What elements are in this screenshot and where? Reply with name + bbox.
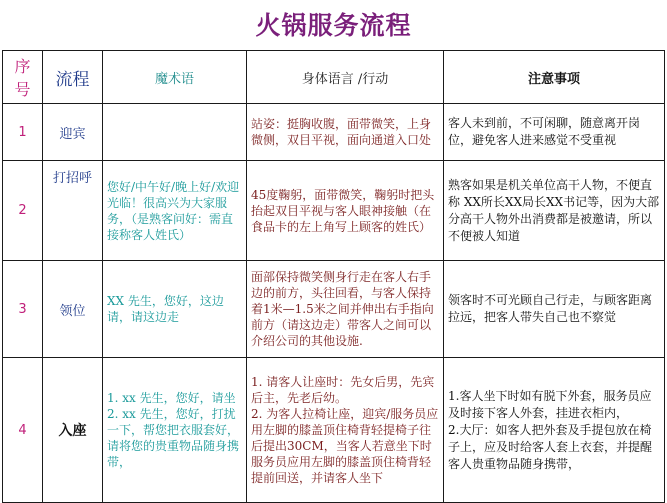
header-num: 序号 — [3, 51, 43, 104]
row-magic-words — [103, 104, 247, 161]
row-notes: 领客时不可光顾自己行走，与顾客距离拉远，把客人带失自己也不察觉 — [444, 261, 665, 358]
table-row — [3, 261, 665, 358]
row-flow: 入座 — [43, 358, 103, 503]
row-num: 1 — [3, 104, 43, 161]
row-notes: 1.客人坐下时如有脱下外套，服务员应及时接下客人外套，挂进衣柜内， 2.大厅：如客人把外套及手提包放在椅子上，应及时给客人套上衣套，并提醒客人贵重物品随身携带， — [444, 358, 665, 503]
row-num: 3 — [3, 261, 43, 358]
row-flow: 迎宾 — [43, 104, 103, 161]
row-notes: 熟客如果是机关单位高干人物，不便直称 XX所长XX局长XX书记等，因为大部分高干人物外出消费都是被邀请，所以不便被人知道 — [444, 161, 665, 261]
header-magic-words: 魔术语 — [103, 51, 247, 104]
table-header-row — [3, 51, 665, 104]
header-notes: 注意事项 — [444, 51, 665, 104]
row-notes: 客人未到前，不可闲聊，随意离开岗位，避免客人进来感觉不受重视 — [444, 104, 665, 161]
header-body-language: 身体语言 /行动 — [247, 51, 444, 104]
table-row — [3, 104, 665, 161]
row-body-language: 面部保持微笑侧身行走在客人右手边的前方，头往回看，与客人保持着1米—1.5米之间并伸出右手指向前方（请这边走）带客人之间可以介绍公司的其他设施. — [247, 261, 444, 358]
row-body-language: 45度鞠躬，面带微笑，鞠躬时把头抬起双目平视与客人眼神接触（在食品卡的左上角写上顾客的姓氏） — [247, 161, 444, 261]
table-row — [3, 358, 665, 503]
row-flow: 领位 — [43, 261, 103, 358]
row-magic-words: 您好/中午好/晚上好/欢迎光临！很高兴为大家服务，（是熟客问好：需直接称客人姓氏） — [103, 161, 247, 261]
header-flow: 流程 — [43, 51, 103, 104]
row-magic-words: XX 先生，您好，这边请，请这边走 — [103, 261, 247, 358]
row-magic-words: 1. xx 先生，您好，请坐 2. xx 先生，您好，打扰一下，帮您把衣服套好，请将您的贵重物品随身携带， — [103, 358, 247, 503]
page-title: 火锅服务流程 — [255, 11, 412, 40]
row-num: 2 — [3, 161, 43, 261]
row-num: 4 — [3, 358, 43, 503]
service-process-table — [2, 50, 665, 503]
row-body-language: 1. 请客人让座时：先女后男，先宾后主，先老后幼。 2. 为客人拉椅让座，迎宾/服务员应用左脚的膝盖顶住椅背轻提椅子往后提出30CM，当客人若意坐下时服务员应用左脚的膝盖顶住椅背轻提前回送，并请客人坐下 — [247, 358, 444, 503]
row-flow: 打招呼 — [43, 161, 103, 261]
row-body-language: 站姿：挺胸收腹，面带微笑，上身微侧，双目平视，面向通道入口处 — [247, 104, 444, 161]
table-row — [3, 161, 665, 261]
